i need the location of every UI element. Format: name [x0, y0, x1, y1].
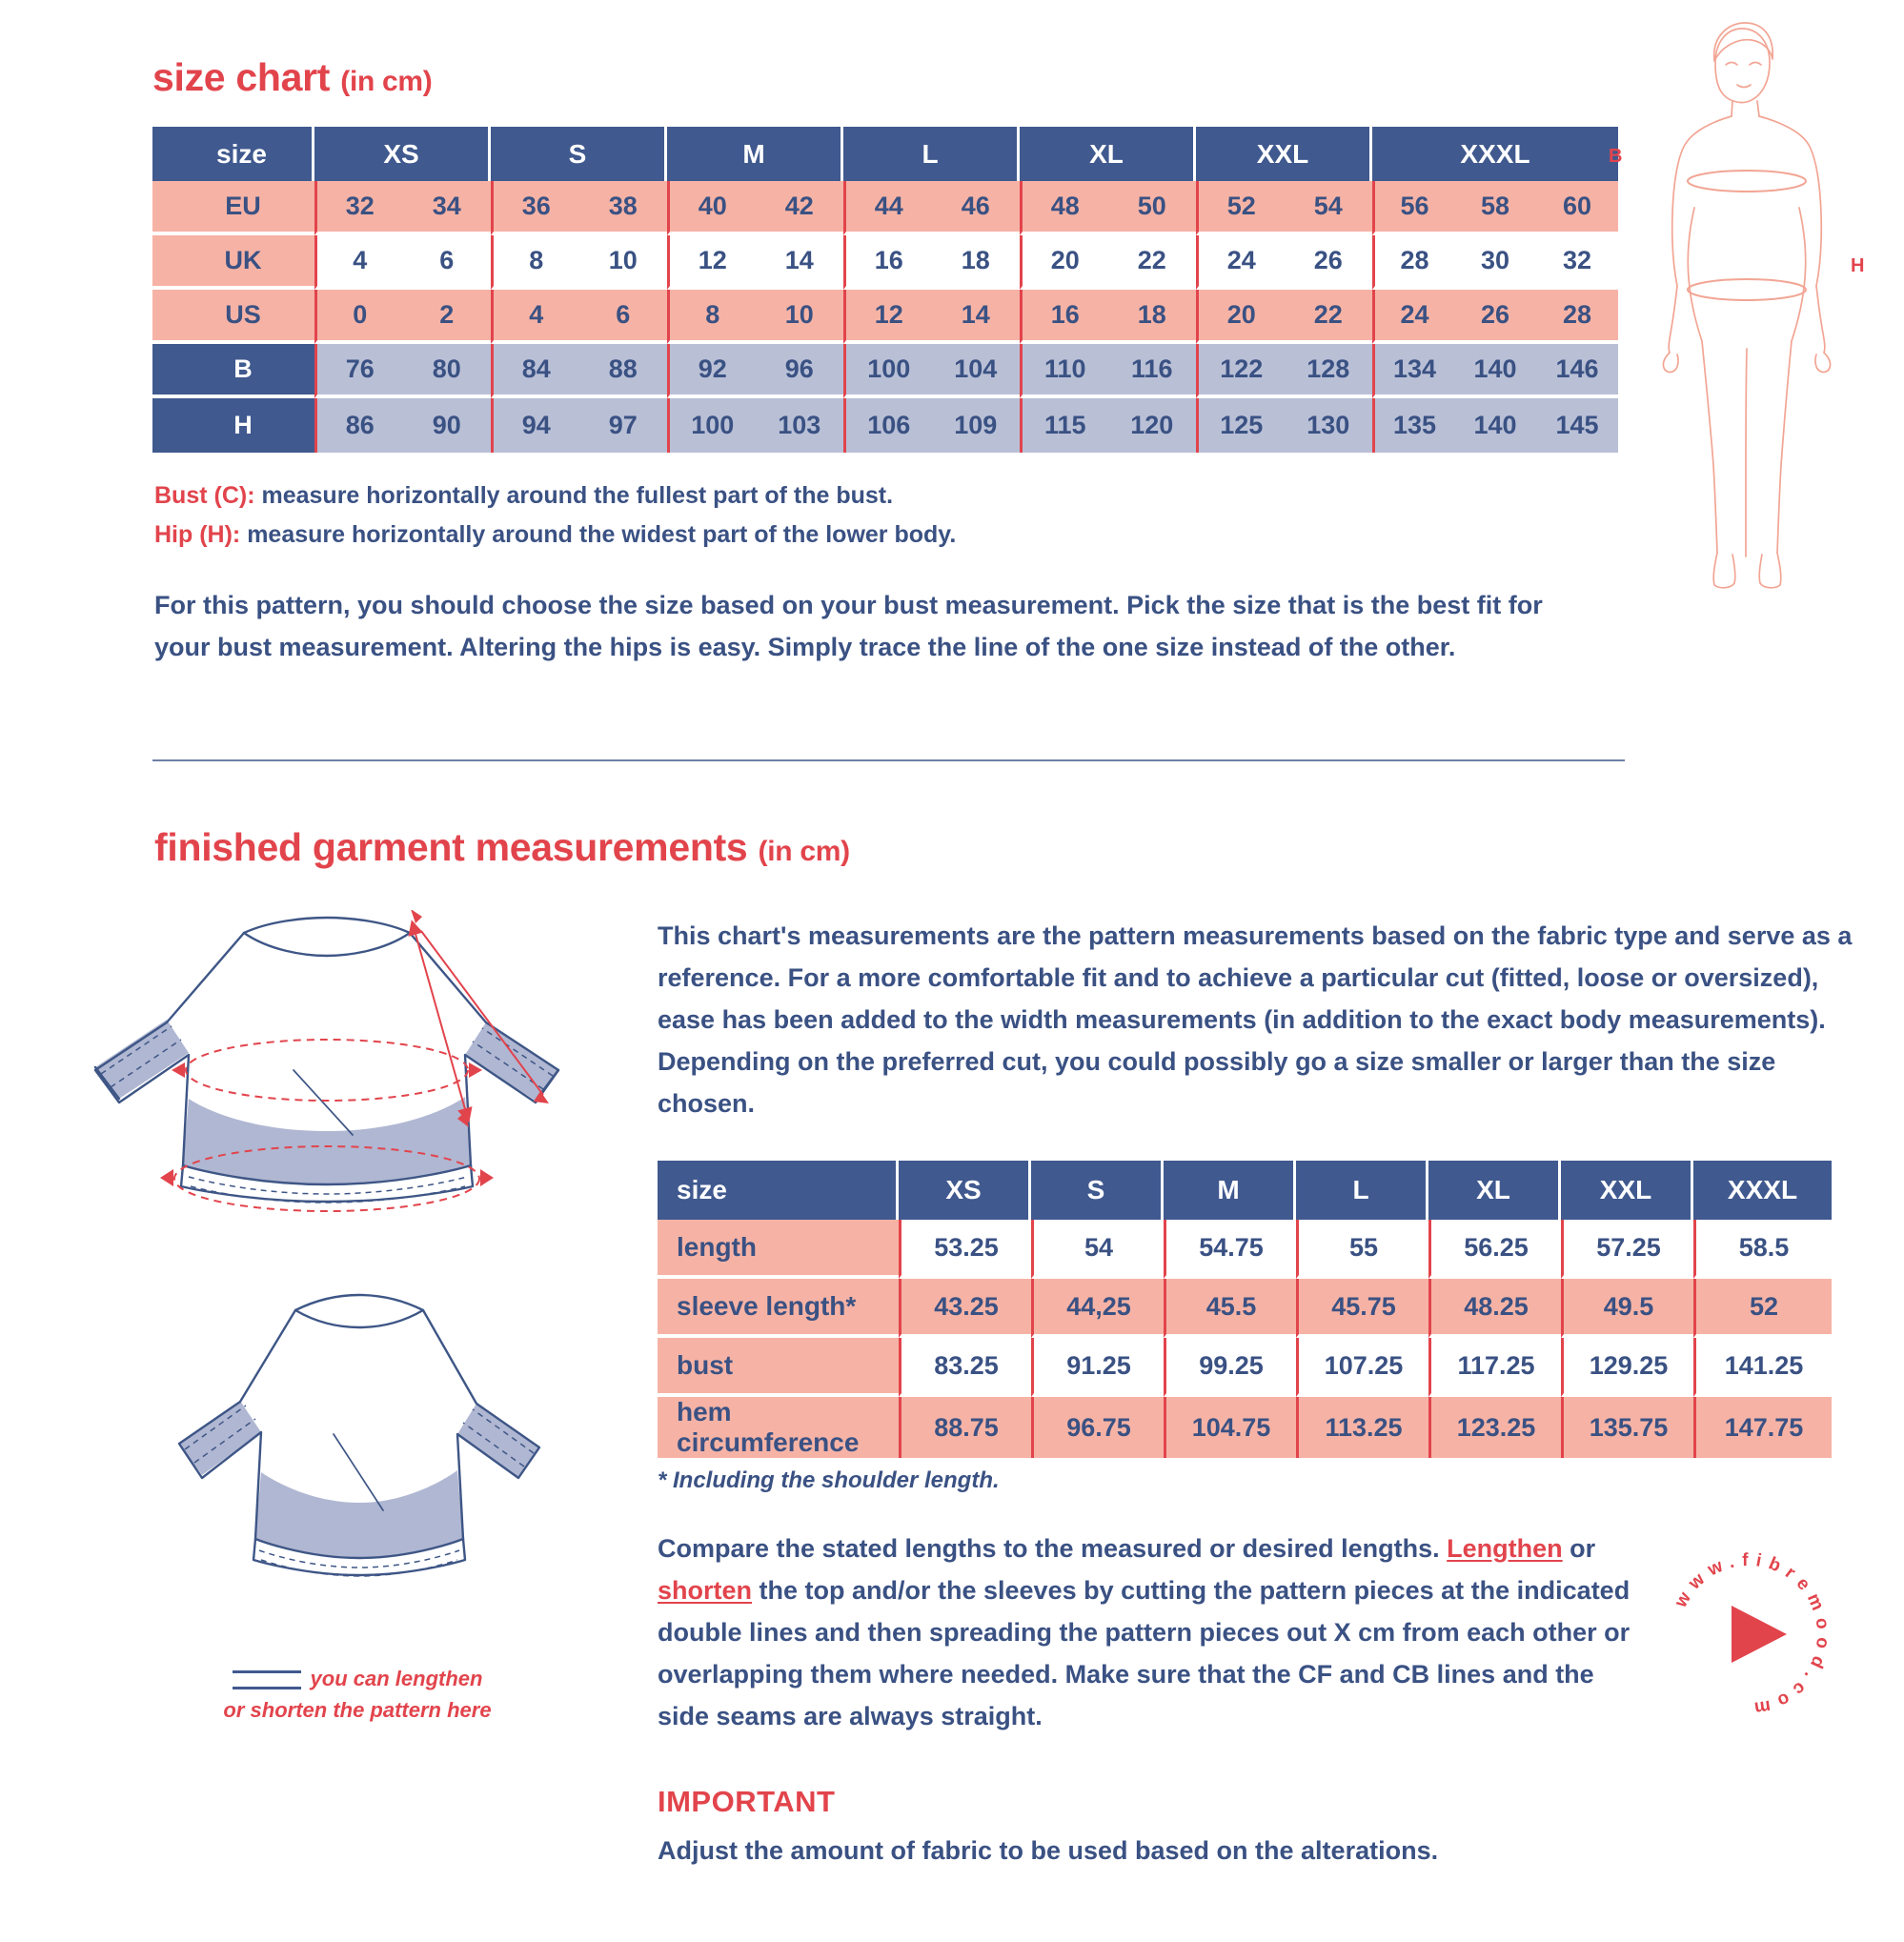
- important-heading: IMPORTANT: [658, 1785, 836, 1818]
- cell: 14: [756, 235, 844, 290]
- cell: 104: [932, 344, 1021, 398]
- cell: 22: [1285, 290, 1373, 344]
- cell: 12: [667, 235, 756, 290]
- finished-garment-title-unit: (in cm): [758, 836, 850, 867]
- cell: 86: [314, 398, 403, 453]
- hip-definition: [154, 516, 1565, 555]
- cell: 50: [1108, 181, 1197, 235]
- cell: 4: [314, 235, 403, 290]
- figure-label-h: H: [1851, 255, 1865, 276]
- header-size-xs: XS: [899, 1161, 1031, 1220]
- bust-key: Bust (C):: [154, 482, 255, 509]
- fibremood-logo[interactable]: [1653, 1539, 1844, 1730]
- cell: 26: [1454, 290, 1536, 344]
- header-size-m: M: [1164, 1161, 1296, 1220]
- table-row: [658, 1338, 1832, 1397]
- row-label-eu: EU: [152, 181, 314, 235]
- cell: 4: [491, 290, 579, 344]
- cell: 120: [1108, 398, 1197, 453]
- cell: 30: [1454, 235, 1536, 290]
- cell: 146: [1536, 344, 1618, 398]
- header-size-label: size: [152, 127, 314, 181]
- header-size-xxl: XXL: [1196, 127, 1372, 181]
- cell: 22: [1108, 235, 1197, 290]
- size-chart-table: [152, 127, 1618, 453]
- cell: 134: [1372, 344, 1454, 398]
- cell: 20: [1020, 235, 1108, 290]
- cell: 28: [1536, 290, 1618, 344]
- finished-measurements-table-section: [658, 1161, 1834, 1458]
- row-label-b: B: [152, 344, 314, 398]
- cell: 32: [314, 181, 403, 235]
- cell: 10: [756, 290, 844, 344]
- important-body-text: Adjust the amount of fabric to be used based on the alterations.: [658, 1836, 1439, 1865]
- cell: 100: [843, 344, 932, 398]
- table-row: [152, 290, 1618, 344]
- compare-part-2: the top and/or the sleeves by cutting the pattern pieces at the indicated double lines and then spreading the pattern pieces out X cm from each other or overlapping them where needed. Make sure that the CF and CB lines and the side seams are always straight.: [658, 1576, 1631, 1730]
- header-size-xxxl: XXXL: [1372, 127, 1618, 181]
- compare-lengths-paragraph: [658, 1527, 1649, 1737]
- cell: 107.25: [1296, 1338, 1428, 1397]
- cell: 36: [491, 181, 579, 235]
- cell: 88.75: [899, 1397, 1031, 1458]
- cell: 106: [843, 398, 932, 453]
- lengthen-link[interactable]: Lengthen: [1447, 1534, 1563, 1563]
- cell: 0: [314, 290, 403, 344]
- cell: 43.25: [899, 1279, 1031, 1338]
- cell: 8: [667, 290, 756, 344]
- cell: 34: [403, 181, 492, 235]
- header-size-l: L: [843, 127, 1020, 181]
- cell: 14: [932, 290, 1021, 344]
- cell: 46: [932, 181, 1021, 235]
- cell: 28: [1372, 235, 1454, 290]
- cell: 58.5: [1693, 1220, 1832, 1279]
- cell: 44,25: [1031, 1279, 1164, 1338]
- cell: 18: [932, 235, 1021, 290]
- bust-measure-line: [1688, 171, 1806, 192]
- cell: 80: [403, 344, 492, 398]
- cell: 128: [1285, 344, 1373, 398]
- cell: 49.5: [1561, 1279, 1693, 1338]
- cell: 12: [843, 290, 932, 344]
- cell: 99.25: [1164, 1338, 1296, 1397]
- cell: 110: [1020, 344, 1108, 398]
- cell: 117.25: [1428, 1338, 1561, 1397]
- sleeve-length-footnote: * Including the shoulder length.: [658, 1467, 1000, 1493]
- header-size-s: S: [1031, 1161, 1164, 1220]
- back-view-illustration: [162, 1282, 591, 1615]
- table-row: [658, 1220, 1832, 1279]
- cell: 125: [1196, 398, 1285, 453]
- table-row: [152, 235, 1618, 290]
- bust-measure-guide: [186, 1040, 468, 1101]
- cell: 10: [579, 235, 668, 290]
- female-body-illustration: [1620, 17, 1858, 617]
- cell: 16: [843, 235, 932, 290]
- fibremood-circular-logo: [1653, 1539, 1844, 1730]
- cell: 147.75: [1693, 1397, 1832, 1458]
- size-chart-title-unit: (in cm): [340, 66, 433, 97]
- header-size-xs: XS: [314, 127, 491, 181]
- cell: 8: [491, 235, 579, 290]
- cell: 16: [1020, 290, 1108, 344]
- cell: 6: [403, 235, 492, 290]
- cell: 141.25: [1693, 1338, 1832, 1397]
- logo-url-text: www.fibremood.com: [1671, 1549, 1833, 1719]
- cell: 45.75: [1296, 1279, 1428, 1338]
- cell: 54: [1285, 181, 1373, 235]
- cell: 140: [1454, 344, 1536, 398]
- cell: 45.5: [1164, 1279, 1296, 1338]
- row-label-sleeve-length: sleeve length*: [658, 1279, 899, 1338]
- cell: 123.25: [1428, 1397, 1561, 1458]
- cell: 140: [1454, 398, 1536, 453]
- figure-label-b: B: [1609, 146, 1623, 167]
- cell: 76: [314, 344, 403, 398]
- hip-measure-line: [1688, 279, 1806, 300]
- table-row: [152, 181, 1618, 235]
- measurement-definitions: [154, 476, 1565, 555]
- cell: 90: [403, 398, 492, 453]
- cell: 54.75: [1164, 1220, 1296, 1279]
- bust-text: measure horizontally around the fullest part of the bust.: [254, 482, 894, 509]
- cell: 24: [1196, 235, 1285, 290]
- cell: 115: [1020, 398, 1108, 453]
- cell: 26: [1285, 235, 1373, 290]
- cell: 97: [579, 398, 668, 453]
- cell: 32: [1536, 235, 1618, 290]
- compare-part-1: Compare the stated lengths to the measured or desired lengths.: [658, 1534, 1448, 1563]
- cell: 38: [579, 181, 668, 235]
- cell: 48: [1020, 181, 1108, 235]
- cell: 83.25: [899, 1338, 1031, 1397]
- header-size-xxl: XXL: [1561, 1161, 1693, 1220]
- cell: 116: [1108, 344, 1197, 398]
- section-divider: [152, 759, 1625, 761]
- cell: 109: [932, 398, 1021, 453]
- finished-garment-intro: This chart's measurements are the pattern measurements based on the fabric type and serve as a reference. For a more comfortable fit and to achieve a particular cut (fitted, loose or oversized), ease has been added to the width measurements (in addition to the exact body measurements). Depending on the preferred cut, you could possibly go a size smaller or larger than the size chosen.: [658, 921, 1853, 1118]
- table-row: [152, 398, 1618, 453]
- header-size-l: L: [1296, 1161, 1428, 1220]
- cell: 57.25: [1561, 1220, 1693, 1279]
- cell: 104.75: [1164, 1397, 1296, 1458]
- row-label-us: US: [152, 290, 314, 344]
- cell: 55: [1296, 1220, 1428, 1279]
- cell: 56: [1372, 181, 1454, 235]
- size-chart-body: [152, 181, 1618, 453]
- shorten-link[interactable]: shorten: [658, 1576, 753, 1605]
- bust-definition: [154, 476, 1565, 516]
- table-header-row: [152, 127, 1618, 181]
- table-row: [152, 344, 1618, 398]
- row-label-bust: bust: [658, 1338, 899, 1397]
- cell: 52: [1196, 181, 1285, 235]
- cell: 135: [1372, 398, 1454, 453]
- finished-measurements-table: [658, 1161, 1832, 1458]
- legend-line-2: or shorten the pattern here: [223, 1698, 492, 1722]
- front-view-illustration: [67, 910, 638, 1244]
- cell: 6: [579, 290, 668, 344]
- legend-line-1: you can lengthen: [310, 1667, 483, 1690]
- cell: 145: [1536, 398, 1618, 453]
- cell: 53.25: [899, 1220, 1031, 1279]
- header-size-xl: XL: [1428, 1161, 1561, 1220]
- finished-measurements-body: [658, 1220, 1832, 1458]
- garment-technical-drawing-back: [162, 1282, 591, 1615]
- cell: 100: [667, 398, 756, 453]
- hip-text: measure horizontally around the widest part of the lower body.: [240, 521, 957, 548]
- cell: 92: [667, 344, 756, 398]
- body-measurement-figure: [1609, 17, 1865, 617]
- cell: 113.25: [1296, 1397, 1428, 1458]
- cell: 103: [756, 398, 844, 453]
- header-size-xl: XL: [1020, 127, 1196, 181]
- size-chart-section: [152, 55, 1599, 453]
- row-label-hem-circumference: hem circumference: [658, 1397, 899, 1458]
- lengthen-shorten-legend: [200, 1663, 515, 1726]
- cell: 54: [1031, 1220, 1164, 1279]
- cell: 56.25: [1428, 1220, 1561, 1279]
- cell: 44: [843, 181, 932, 235]
- cell: 122: [1196, 344, 1285, 398]
- cell: 18: [1108, 290, 1197, 344]
- cell: 20: [1196, 290, 1285, 344]
- table-header-row: [658, 1161, 1832, 1220]
- header-size-label: size: [658, 1161, 899, 1220]
- row-label-h: H: [152, 398, 314, 453]
- cell: 40: [667, 181, 756, 235]
- cell: 2: [403, 290, 492, 344]
- size-chart-title-main: size chart: [152, 55, 331, 99]
- cell: 96.75: [1031, 1397, 1164, 1458]
- cell: 96: [756, 344, 844, 398]
- cell: 129.25: [1561, 1338, 1693, 1397]
- cell: 130: [1285, 398, 1373, 453]
- cell: 94: [491, 398, 579, 453]
- cell: 135.75: [1561, 1397, 1693, 1458]
- cell: 60: [1536, 181, 1618, 235]
- double-line-icon: [233, 1670, 301, 1689]
- garment-technical-drawing-front: [67, 910, 638, 1244]
- size-selection-paragraph: For this pattern, you should choose the size based on your bust measurement. Pick the size that is the best fit for your bust measurement. Altering the hips is easy. Simply trace the line of the one size instead of the other.: [154, 591, 1543, 661]
- cell: 48.25: [1428, 1279, 1561, 1338]
- cell: 52: [1693, 1279, 1832, 1338]
- header-size-s: S: [491, 127, 667, 181]
- header-size-m: M: [667, 127, 843, 181]
- compare-or: or: [1562, 1534, 1596, 1563]
- row-label-length: length: [658, 1220, 899, 1279]
- hip-key: Hip (H):: [154, 521, 241, 548]
- cell: 88: [579, 344, 668, 398]
- cell: 91.25: [1031, 1338, 1164, 1397]
- size-chart-title: [152, 55, 1553, 100]
- finished-garment-title-main: finished garment measurements: [154, 825, 748, 869]
- cell: 58: [1454, 181, 1536, 235]
- table-row: [658, 1397, 1832, 1458]
- header-size-xxxl: XXXL: [1693, 1161, 1832, 1220]
- cell: 24: [1372, 290, 1454, 344]
- table-row: [658, 1279, 1832, 1338]
- play-triangle-icon: [1732, 1606, 1787, 1663]
- row-label-uk: UK: [152, 235, 314, 290]
- cell: 84: [491, 344, 579, 398]
- cell: 42: [756, 181, 844, 235]
- finished-garment-title: [154, 825, 850, 870]
